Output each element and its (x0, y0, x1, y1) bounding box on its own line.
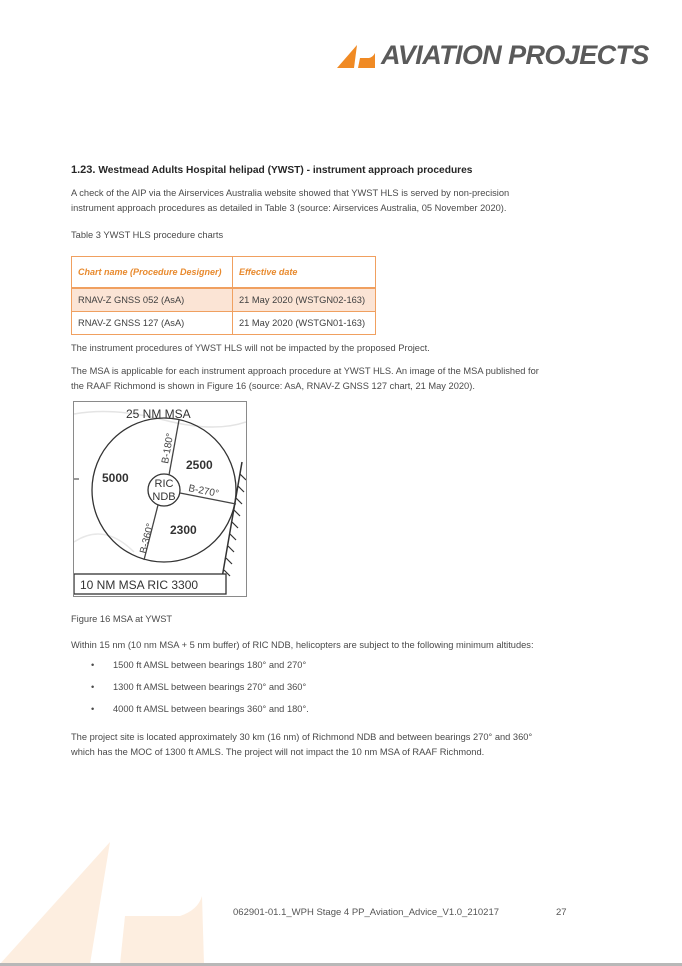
company-logo (337, 40, 649, 70)
sector-altitude: 2500 (186, 458, 213, 472)
logo-mark-icon (337, 42, 377, 68)
msa-line-2: the RAAF Richmond is shown in Figure 16 (source: AsA, RNAV-Z GNSS 127 chart, 21 May 2020). (71, 381, 475, 391)
section-heading (71, 164, 472, 176)
conclusion-line-2: which has the MOC of 1300 ft AMLS. The project will not impact the 10 nm MSA of RAAF Richmond. (71, 747, 485, 757)
figure-caption: Figure 16 MSA at YWST (71, 614, 173, 624)
conclusion-paragraph (71, 730, 532, 760)
within-paragraph: Within 15 nm (10 nm MSA + 5 nm buffer) of RIC NDB, helicopters are subject to the following minimum altitudes: (71, 640, 534, 650)
ndb-label-1: RIC (154, 478, 174, 490)
conclusion-line-1: The project site is located approximately 30 km (16 nm) of Richmond NDB and between bearings 270° and 360° (71, 732, 533, 742)
table-header-row (72, 257, 376, 289)
section-title: Westmead Adults Hospital helipad (YWST) - instrument approach procedures (98, 165, 473, 176)
bullet-icon: • (91, 704, 95, 714)
bullet-icon: • (91, 660, 95, 670)
ndb-label-2: NDB (152, 491, 176, 503)
page-number: 27 (556, 907, 567, 918)
list-item-text: 4000 ft AMSL between bearings 360° and 180°. (113, 704, 309, 714)
intro-paragraph (71, 186, 509, 216)
bearing-label: B-180° (160, 432, 177, 465)
msa-diagram (74, 402, 246, 596)
not-impacted-paragraph: The instrument procedures of YWST HLS will not be impacted by the proposed Project. (71, 343, 430, 353)
table-cell: RNAV-Z GNSS 127 (AsA) (72, 312, 233, 335)
bearing-label: B-360° (138, 522, 157, 555)
msa-paragraph (71, 364, 539, 394)
table-row (72, 312, 376, 335)
bullet-icon: • (91, 682, 95, 692)
intro-line-1: A check of the AIP via the Airservices Australia website showed that YWST HLS is served by non-precision (71, 188, 510, 198)
procedure-charts-table (71, 256, 376, 335)
logo-text: AVIATION PROJECTS (381, 40, 649, 70)
bearing-label: B-270° (187, 483, 220, 500)
arc-label: 25 NM MSA (126, 407, 191, 421)
msa-line-1: The MSA is applicable for each instrument approach procedure at YWST HLS. An image of the MSA published for (71, 366, 539, 376)
table-caption: Table 3 YWST HLS procedure charts (71, 230, 224, 240)
table-cell: RNAV-Z GNSS 052 (AsA) (72, 288, 233, 312)
table-cell: 21 May 2020 (WSTGN02-163) (233, 288, 376, 312)
msa-diagram-figure (73, 401, 247, 597)
bottom-msa-label: 10 NM MSA RIC 3300 (80, 578, 199, 592)
intro-line-2: instrument approach procedures as detailed in Table 3 (source: Airservices Australia, 05 November 2020). (71, 203, 507, 213)
footer-document-id: 062901-01.1_WPH Stage 4 PP_Aviation_Advice_V1.0_210217 (233, 907, 500, 918)
list-item-text: 1500 ft AMSL between bearings 180° and 270° (113, 660, 307, 670)
sector-altitude: 5000 (102, 471, 129, 485)
column-header: Chart name (Procedure Designer) (72, 257, 233, 289)
column-header: Effective date (233, 257, 376, 289)
sector-altitude: 2300 (170, 523, 197, 537)
list-item-text: 1300 ft AMSL between bearings 270° and 360° (113, 682, 307, 692)
table-row (72, 288, 376, 312)
section-number: 1.23. (71, 164, 96, 176)
table-cell: 21 May 2020 (WSTGN01-163) (233, 312, 376, 335)
logo-watermark (0, 840, 240, 964)
